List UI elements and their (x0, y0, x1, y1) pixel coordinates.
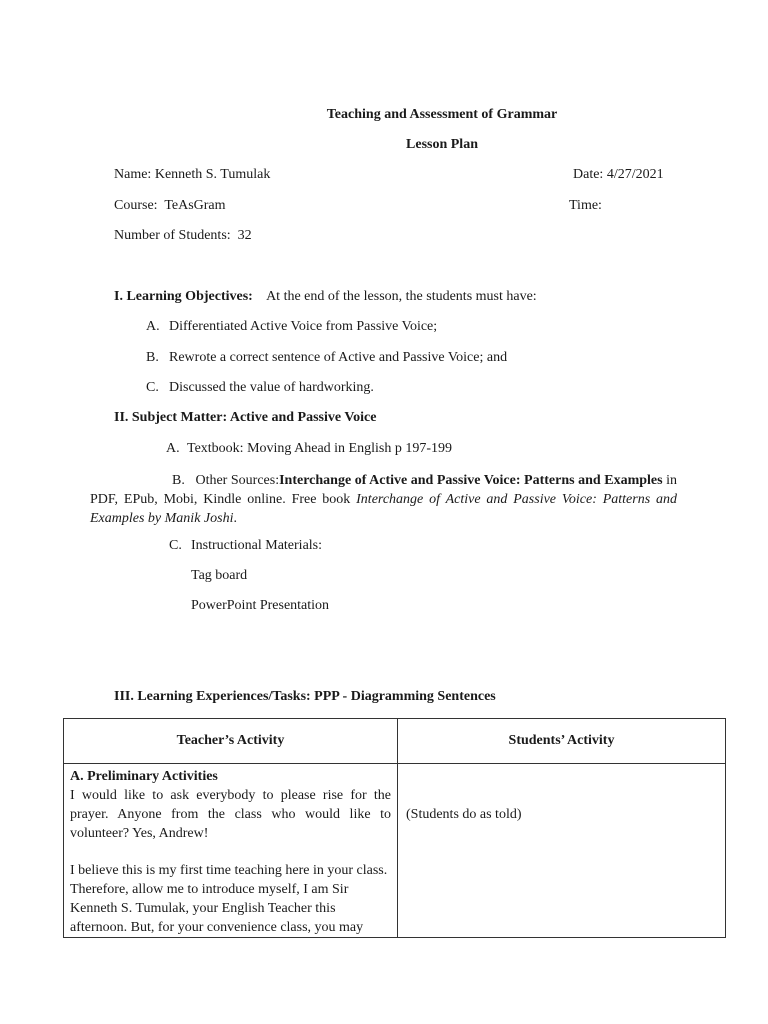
objective-text: Rewrote a correct sentence of Active and Passive Voice; and (169, 350, 508, 365)
date-line (573, 167, 664, 183)
source-title-bold: Interchange of Active and Passive Voice: Patterns and Examples (279, 473, 663, 488)
document-subtitle: Lesson Plan (406, 137, 478, 152)
subject-item-c (169, 538, 322, 554)
other-sources-lead: Other Sources: (195, 473, 280, 488)
name-value: Kenneth S. Tumulak (154, 167, 271, 182)
course-value: TeAsGram (164, 198, 226, 213)
course-line (114, 198, 226, 214)
objective-marker: C. (146, 380, 159, 395)
objective-item (146, 319, 437, 335)
objectives-intro: At the end of the lesson, the students must have: (266, 289, 537, 304)
subject-item-a (166, 441, 452, 457)
objective-marker: B. (146, 350, 159, 365)
table-header-row (64, 719, 726, 764)
students-line (114, 228, 252, 244)
students-label: Number of Students: (114, 228, 231, 243)
students-activity-header: Students’ Activity (398, 719, 726, 764)
students-activity-cell (398, 764, 726, 938)
date-value: 4/27/2021 (606, 167, 664, 182)
other-sources-paragraph (90, 471, 677, 528)
teacher-activity-cell (64, 764, 398, 938)
activity-table (63, 718, 726, 938)
date-label: Date: (573, 167, 604, 182)
teacher-paragraph: I believe this is my first time teaching here in your class. Therefore, allow me to introduce myself, I am Sir Kenneth S. Tumulak, your English Teacher this afternoon. But, for your convenience class, you may (70, 863, 388, 935)
objectives-line (114, 289, 537, 305)
item-marker: C. (169, 538, 182, 553)
objective-item (146, 350, 507, 366)
item-marker: A. (166, 441, 180, 456)
subject-matter-heading: II. Subject Matter: Active and Passive Voice (114, 410, 377, 425)
objectives-heading: I. Learning Objectives: (114, 289, 253, 304)
item-marker: B. (172, 473, 185, 488)
material-item: PowerPoint Presentation (191, 598, 330, 613)
document-title: Teaching and Assessment of Grammar (326, 107, 558, 122)
textbook-text: Textbook: Moving Ahead in English p 197-199 (187, 441, 453, 456)
name-label: Name: (114, 167, 152, 182)
name-line (114, 167, 270, 183)
learning-experiences-heading: III. Learning Experiences/Tasks: PPP - Diagramming Sentences (114, 689, 496, 704)
teacher-activity-header: Teacher’s Activity (64, 719, 398, 764)
source-title-italic: Interchange of Active and Passive Voice: Patterns and Examples by Manik Joshi (90, 492, 677, 526)
material-item: Tag board (191, 568, 248, 583)
objective-text: Discussed the value of hardworking. (169, 380, 374, 395)
objective-marker: A. (146, 319, 160, 334)
teacher-paragraph: I would like to ask everybody to please rise for the prayer. Anyone from the class who would like to volunteer? Yes, Andrew! (70, 788, 391, 841)
students-response: (Students do as told) (406, 807, 522, 822)
objective-text: Differentiated Active Voice from Passive Voice; (169, 319, 438, 334)
materials-label: Instructional Materials: (191, 538, 323, 553)
course-label: Course: (114, 198, 158, 213)
time-label: Time: (569, 198, 602, 213)
students-value: 32 (237, 228, 252, 243)
source-end: . (233, 511, 237, 526)
source-formats-text: in PDF, EPub, Mobi, Kindle online. Free book (90, 473, 678, 507)
preliminary-activities-heading: A. Preliminary Activities (70, 769, 218, 784)
table-row (64, 764, 726, 938)
objective-item (146, 380, 374, 396)
